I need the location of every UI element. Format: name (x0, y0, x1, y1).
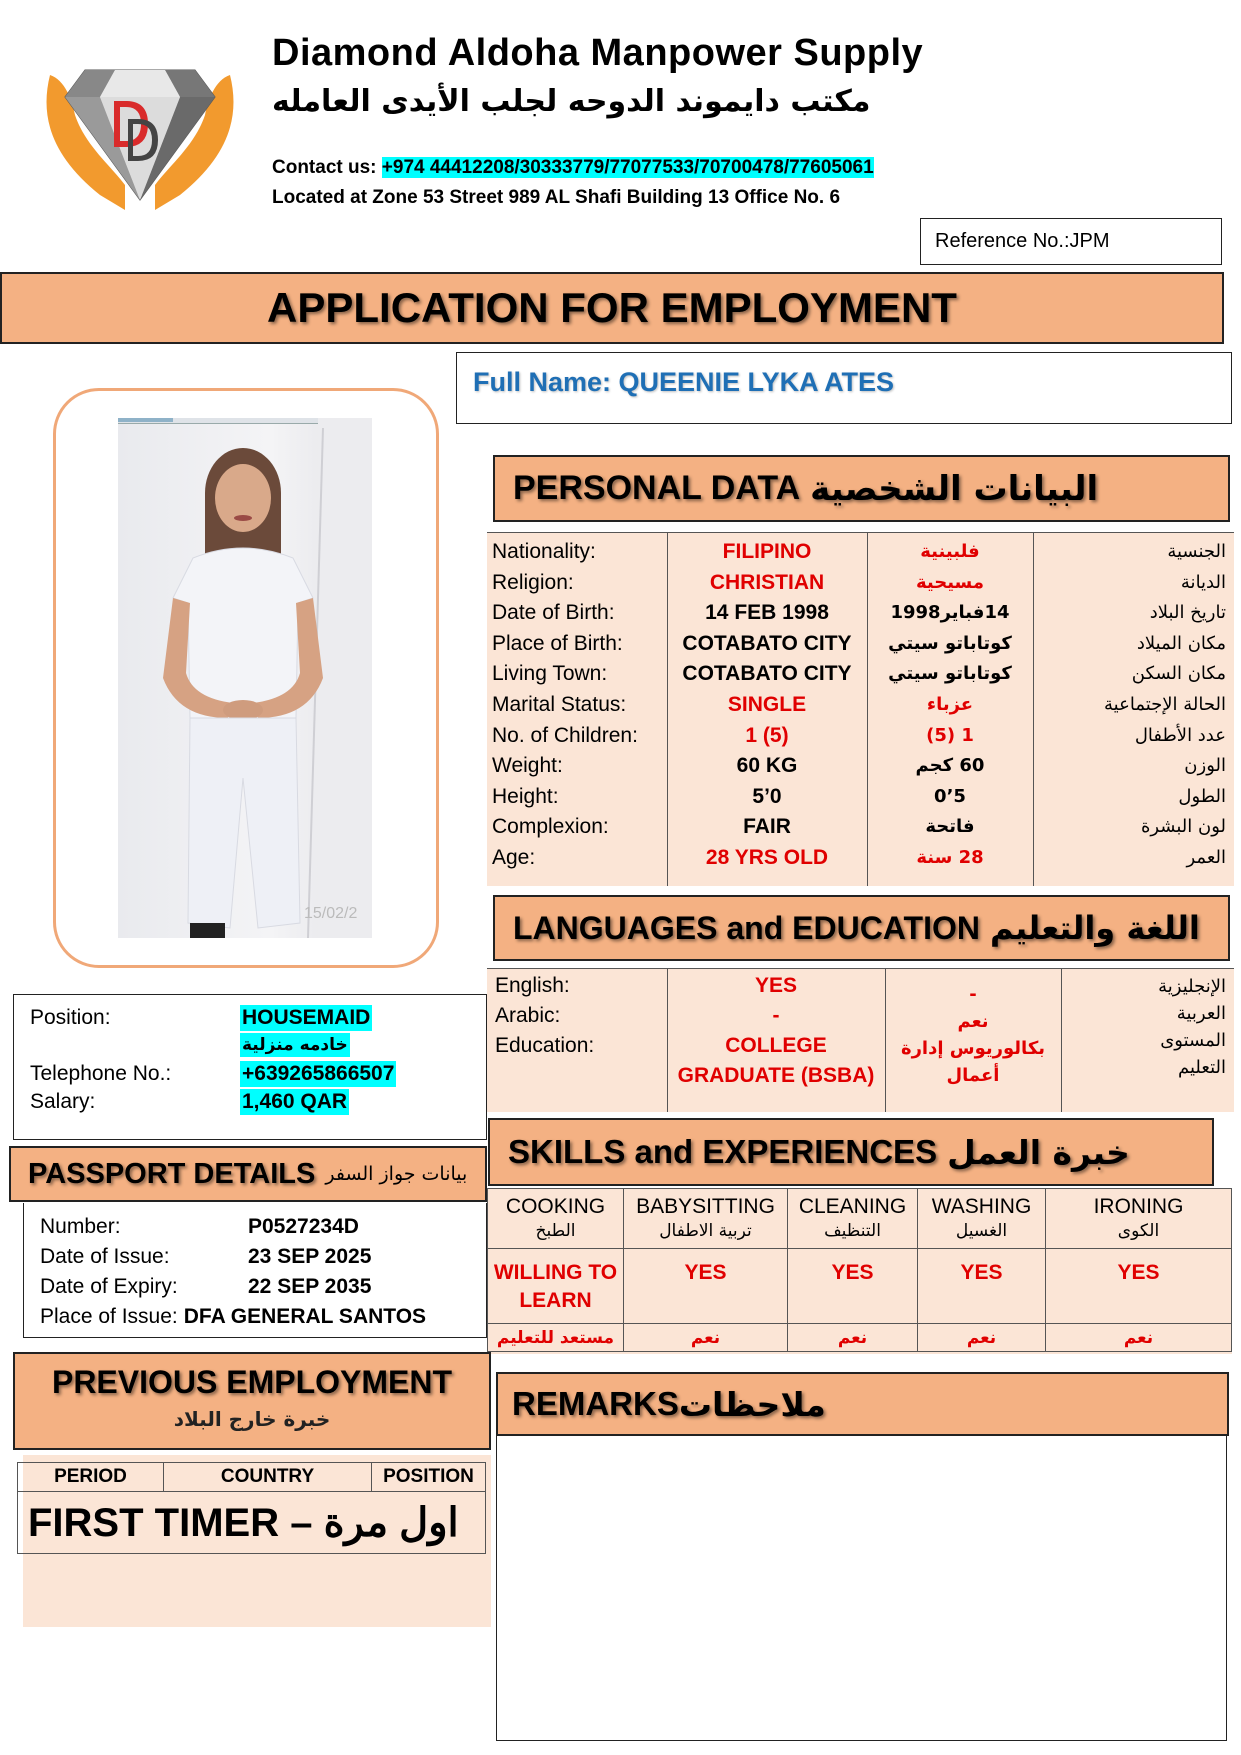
pd-value: 28 YRS OLD (705, 845, 829, 869)
pd-label-ar: مكان الميلاد (1136, 632, 1226, 654)
position-label: Position: (30, 1006, 111, 1029)
lang-label: English: (495, 974, 570, 997)
skill-value: YES (788, 1249, 918, 1324)
remarks-header-en: REMARKS (512, 1385, 679, 1422)
skill-name-ar: تربية الاطفال (659, 1220, 752, 1241)
pd-value-ar: كوتاباتو سيتي (888, 663, 1012, 685)
lang-values-ar (885, 969, 1061, 1113)
passport-header (9, 1146, 487, 1202)
pd-value: 5’0 (752, 784, 782, 808)
pd-label-ar: عدد الأطفال (1134, 724, 1226, 746)
pd-value-ar: 1 (5) (926, 724, 974, 746)
skills-header-en: SKILLS and EXPERIENCES (508, 1133, 938, 1170)
pd-label-ar: الجنسية (1167, 541, 1226, 562)
skill-value: YES (624, 1249, 788, 1324)
salary-label: Salary: (30, 1090, 96, 1113)
pd-label-ar: الحالة الإجتماعية (1104, 693, 1226, 715)
skill-name: BABYSITTING (636, 1194, 775, 1218)
lang-value: YES (754, 974, 798, 997)
applicant-photo (118, 418, 372, 938)
lang-labels (487, 969, 667, 1113)
lang-value-ar: بكالوريوس إدارة (900, 1038, 1046, 1059)
pd-label-ar: الديانة (1180, 571, 1226, 593)
skill-babysitting (624, 1189, 788, 1249)
skill-value-ar: نعم (624, 1324, 788, 1352)
skill-name: IRONING (1093, 1194, 1184, 1218)
position-box (13, 994, 487, 1140)
passport-number: P0527234D (248, 1215, 359, 1238)
lang-label-ar: العربية (1176, 1003, 1226, 1024)
skill-value-ar: نعم (1046, 1324, 1232, 1352)
skill-name-ar: الكوى (1117, 1220, 1160, 1241)
skill-value-ar: مستعد للتعليم (488, 1324, 624, 1352)
pd-value-ar: عزباء (926, 693, 974, 715)
pd-label: Age: (492, 845, 536, 869)
company-name: Diamond Aldoha Manpower Supply (272, 32, 924, 74)
skill-name: COOKING (505, 1194, 606, 1218)
pd-value-ar: فاتحة (925, 816, 975, 838)
skill-name: CLEANING (798, 1194, 907, 1218)
pd-value: COTABATO CITY (682, 631, 852, 655)
pd-label: Date of Birth: (492, 601, 615, 625)
previous-employment-header-ar: خبرة خارج البلاد (173, 1407, 331, 1431)
contact-label: Contact us: (272, 157, 377, 178)
pd-values (667, 533, 867, 887)
lang-value: GRADUATE (BSBA) (677, 1064, 875, 1087)
company-logo (30, 35, 250, 215)
personal-data-header-en: PERSONAL DATA (513, 469, 801, 507)
pd-value: FAIR (743, 815, 791, 839)
pd-value-ar: 28 سنة (916, 846, 984, 868)
page-title: APPLICATION FOR EMPLOYMENT (0, 272, 1224, 344)
skill-value-ar: نعم (788, 1324, 918, 1352)
passport-place: DFA GENERAL SANTOS (183, 1305, 427, 1328)
skill-name-ar: التنظيف (824, 1220, 881, 1241)
photo-date-stamp: 15/02/2 (304, 905, 358, 922)
lang-label: Arabic: (495, 1004, 561, 1027)
lang-label-ar: التعليم (1178, 1057, 1226, 1078)
pd-value-ar: 60 كجم (915, 755, 985, 777)
skill-value: YES (1046, 1249, 1232, 1324)
pd-value: SINGLE (727, 692, 807, 716)
previous-employment-header (13, 1352, 491, 1450)
pd-label-ar: العمر (1186, 846, 1226, 868)
skill-washing (918, 1189, 1046, 1249)
column-country: COUNTRY (164, 1463, 372, 1492)
skills-table (487, 1188, 1232, 1354)
pd-label-ar: تاريخ البلاد (1149, 602, 1226, 624)
skill-name-ar: الطبخ (535, 1220, 576, 1241)
salary-value: 1,460 QAR (242, 1090, 348, 1113)
lang-label: Education: (495, 1034, 595, 1057)
pd-value: 60 KG (736, 754, 798, 778)
telephone-label: Telephone No.: (30, 1062, 172, 1085)
position-value: HOUSEMAID (242, 1006, 371, 1029)
skill-name-ar: الغسيل (955, 1220, 1008, 1241)
passport-issue-label: Date of Issue: (40, 1245, 170, 1268)
pd-labels-ar (1033, 533, 1234, 887)
personal-data-header (493, 455, 1230, 522)
lang-label-ar: المستوى (1160, 1030, 1226, 1051)
skill-ironing (1046, 1189, 1232, 1249)
languages-header-ar: اللغة والتعليم (989, 909, 1200, 947)
diamond-hands-logo-icon (30, 35, 250, 215)
column-position: POSITION (372, 1463, 486, 1492)
position-value-arabic: خادمه منزلية (242, 1035, 348, 1055)
previous-employment-header-en: PREVIOUS EMPLOYMENT (51, 1364, 453, 1400)
reference-number: Reference No.:JPM (920, 218, 1222, 265)
pd-label-ar: الطول (1178, 785, 1226, 807)
pd-label-ar: الوزن (1184, 755, 1226, 777)
passport-place-label: Place of Issue: (40, 1305, 178, 1328)
lang-value-ar: - (969, 984, 977, 1005)
passport-header-ar: بيانات جواز السفر (325, 1163, 468, 1185)
lang-value: - (772, 1004, 780, 1027)
full-name: Full Name: QUEENIE LYKA ATES (456, 352, 1232, 424)
skill-value: WILLING TO LEARN (488, 1249, 624, 1324)
languages-header (493, 895, 1230, 961)
pd-label: Complexion: (492, 815, 609, 839)
languages-table (487, 968, 1234, 1112)
lang-label-ar: الإنجليزية (1158, 976, 1226, 997)
pd-label: Living Town: (492, 662, 608, 686)
passport-expiry-date: 22 SEP 2035 (248, 1275, 372, 1298)
lang-values (667, 969, 885, 1113)
pd-value-ar: فلبينية (920, 541, 980, 562)
pd-value-ar: 5’0 (934, 785, 966, 807)
passport-details (23, 1203, 487, 1338)
contact-line (272, 156, 874, 180)
skill-cooking (488, 1189, 624, 1249)
skill-cleaning (788, 1189, 918, 1249)
pd-label: Nationality: (492, 540, 596, 563)
pd-label-ar: مكان السكن (1131, 663, 1226, 685)
pd-label: Religion: (492, 570, 574, 594)
passport-number-label: Number: (40, 1215, 121, 1238)
pd-value-ar: مسيحية (915, 571, 985, 593)
pd-label: Marital Status: (492, 692, 627, 716)
column-period: PERIOD (18, 1463, 164, 1492)
passport-header-en: PASSPORT DETAILS (28, 1157, 316, 1190)
employment-entry: FIRST TIMER – اول مرة (18, 1492, 486, 1554)
skill-value-ar: نعم (918, 1324, 1046, 1352)
passport-expiry-label: Date of Expiry: (40, 1275, 178, 1298)
remarks-header-ar: ملاحظات (678, 1384, 826, 1424)
lang-value-ar: أعمال (946, 1065, 1000, 1086)
telephone-value: +639265866507 (242, 1062, 395, 1085)
pd-value: FILIPINO (722, 540, 812, 563)
pd-values-ar (867, 533, 1033, 887)
company-address: Located at Zone 53 Street 989 AL Shafi Building 13 Office No. 6 (272, 187, 841, 208)
pd-labels (487, 533, 667, 887)
previous-employment-table (17, 1462, 486, 1555)
passport-issue-date: 23 SEP 2025 (248, 1245, 372, 1268)
personal-data-table (487, 532, 1234, 886)
pd-value-ar: 14فباير1998 (890, 602, 1010, 624)
remarks-box (496, 1436, 1227, 1741)
pd-value: CHRISTIAN (709, 570, 825, 594)
pd-label-ar: لون البشرة (1140, 816, 1226, 838)
lang-labels-ar (1061, 969, 1234, 1113)
lang-value-ar: نعم (957, 1011, 989, 1032)
pd-label: Weight: (492, 754, 563, 778)
remarks-header (496, 1372, 1229, 1436)
pd-value: COTABATO CITY (682, 662, 852, 686)
pd-value: 14 FEB 1998 (705, 601, 829, 625)
pd-value-ar: كوتاباتو سيتي (888, 632, 1012, 654)
skills-header-ar: خبرة العمل (947, 1132, 1130, 1172)
pd-value: 1 (5) (745, 723, 789, 747)
skills-header (488, 1118, 1214, 1186)
person-silhouette-icon (118, 418, 372, 938)
skill-name: WASHING (931, 1194, 1032, 1218)
languages-header-en: LANGUAGES and EDUCATION (513, 909, 980, 946)
pd-label: Height: (492, 784, 559, 808)
lang-value: COLLEGE (725, 1034, 827, 1057)
skill-value: YES (918, 1249, 1046, 1324)
personal-data-header-ar: البيانات الشخصية (810, 468, 1099, 509)
company-name-arabic: مكتب دايموند الدوحه لجلب الأيدى العامله (272, 84, 871, 119)
pd-label: No. of Children: (492, 723, 638, 747)
pd-label: Place of Birth: (492, 631, 623, 655)
contact-numbers: +974 44412208/30333779/77077533/70700478/77605061 (381, 157, 874, 178)
